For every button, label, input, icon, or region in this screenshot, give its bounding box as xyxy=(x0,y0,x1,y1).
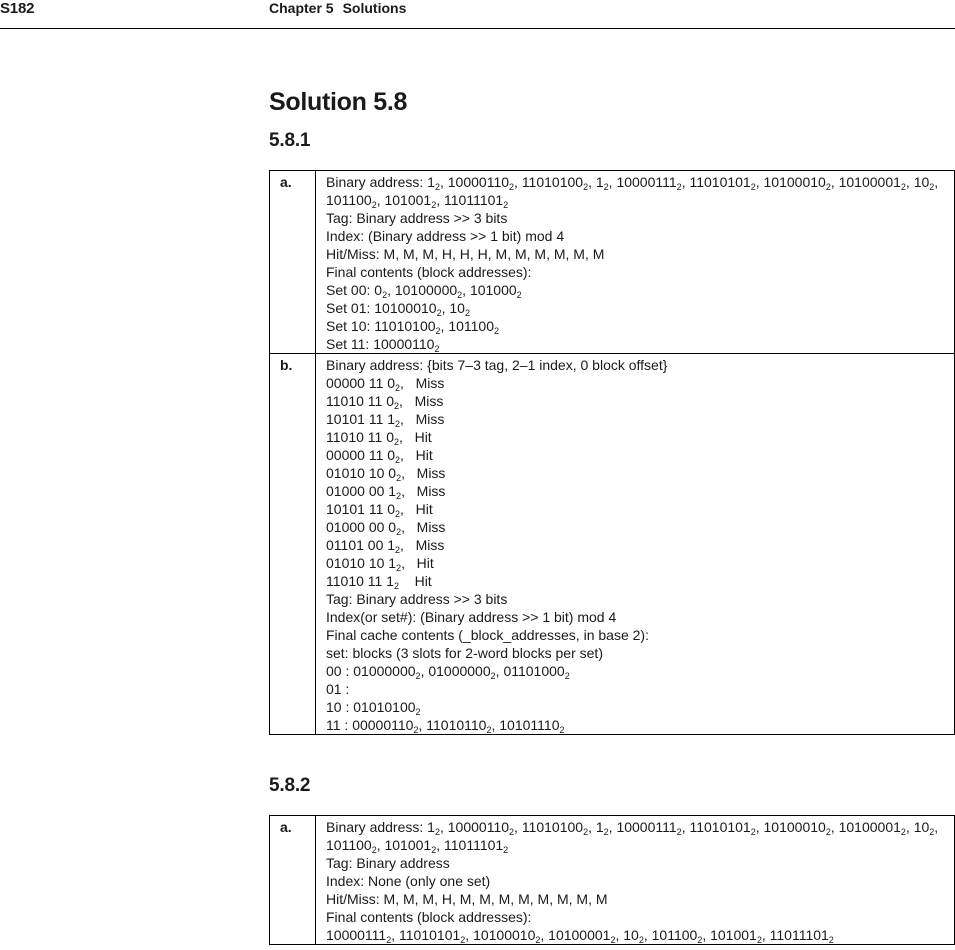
base-subscript: 2 xyxy=(638,935,644,945)
hit-miss-result: Miss xyxy=(415,537,445,553)
address-breakdown-row: 01010 10 $0_2$, Miss xyxy=(326,465,446,483)
binary-value: $101000_2$ xyxy=(469,282,522,300)
base-subscript: 2 xyxy=(371,845,377,855)
binary-value: 11010 11 $0_2$ xyxy=(326,393,400,411)
binary-address-list xyxy=(326,173,950,209)
row-label: b. xyxy=(270,354,316,735)
binary-value: $10100001_2$ xyxy=(838,174,906,192)
binary-address-prefix: Binary address: xyxy=(326,174,428,190)
binary-value: $101001_2$ xyxy=(384,837,437,855)
base-subscript: 2 xyxy=(395,383,401,393)
hit-miss-result: Miss xyxy=(416,519,446,535)
hit-miss-result: Miss xyxy=(416,483,446,499)
binary-value: $10100001_2$ xyxy=(838,819,906,837)
base-subscript: 2 xyxy=(395,419,401,429)
final-contents-line: Final contents (block addresses): xyxy=(326,264,532,280)
hit-miss-line: Hit/Miss: M, M, M, H, H, H, M, M, M, M, M, M xyxy=(326,246,605,262)
binary-value: 10101 11 $0_2$ xyxy=(326,501,401,519)
binary-address-prefix: Binary address: xyxy=(326,819,428,835)
binary-value: $11010100_2$ xyxy=(521,819,589,837)
address-breakdown-row: 11010 11 $0_2$, Hit xyxy=(326,429,432,447)
base-subscript: 2 xyxy=(509,182,515,192)
base-subscript: 2 xyxy=(756,935,762,945)
binary-value: $1_2$ xyxy=(595,819,609,837)
set-line xyxy=(326,716,950,734)
binary-value: $01000000_2$ xyxy=(353,663,421,681)
binary-value: 01000 00 $0_2$ xyxy=(326,519,402,537)
base-subscript: 2 xyxy=(396,527,402,537)
binary-value: $11010100_2$ xyxy=(521,174,589,192)
binary-value: 00000 11 $0_2$ xyxy=(326,447,401,465)
binary-address-list xyxy=(326,818,950,854)
base-subscript: 2 xyxy=(382,290,388,300)
base-subscript: 2 xyxy=(415,671,421,681)
set-values: $0_2$, $10100000_2$, $101000_2$ xyxy=(374,282,522,300)
address-breakdown-row: 01010 10 $1_2$, Hit xyxy=(326,555,434,573)
hit-miss-result: Miss xyxy=(416,465,446,481)
binary-value: $1_2$ xyxy=(427,819,440,837)
set-values xyxy=(373,336,439,352)
address-breakdown-row: 01000 00 $1_2$, Miss xyxy=(326,483,446,501)
address-breakdown-row: 00000 11 $0_2$, Hit xyxy=(326,447,433,465)
set-line xyxy=(326,680,950,698)
binary-value: $10000110_2$ xyxy=(447,174,515,192)
set-line xyxy=(326,317,950,335)
set-blocks-line: set: blocks (3 slots for 2-word blocks per set) xyxy=(326,645,603,661)
binary-value: $101100_2$ xyxy=(448,318,500,336)
hit-miss-result: Miss xyxy=(415,411,445,427)
table-row-a xyxy=(270,171,955,354)
address-breakdown-row: 10101 11 $1_2$, Miss xyxy=(326,411,445,429)
base-subscript: 2 xyxy=(583,827,589,837)
row-body xyxy=(316,354,955,735)
solution-table-5-8-1 xyxy=(269,170,955,735)
hit-miss-line: Hit/Miss: M, M, M, H, M, M, M, M, M, M, M, M xyxy=(326,891,608,907)
address-breakdown-row: 10101 11 $0_2$, Hit xyxy=(326,501,433,519)
base-subscript: 2 xyxy=(929,827,935,837)
row-label: a. xyxy=(270,816,316,945)
binary-value: $11011101_2$ xyxy=(769,927,834,945)
base-subscript: 2 xyxy=(828,935,834,945)
base-subscript: 2 xyxy=(415,707,421,717)
binary-value: $0_2$ xyxy=(374,282,388,300)
binary-value: $1_2$ xyxy=(427,174,440,192)
set-line xyxy=(326,299,950,317)
binary-value: $10000111_2$ xyxy=(326,927,392,945)
base-subscript: 2 xyxy=(676,182,682,192)
tag-line: Tag: Binary address >> 3 bits xyxy=(326,591,508,607)
base-subscript: 2 xyxy=(396,473,402,483)
base-subscript: 2 xyxy=(503,845,509,855)
index-line: Index: None (only one set) xyxy=(326,873,491,889)
binary-value: $10000110_2$ xyxy=(447,819,515,837)
base-subscript: 2 xyxy=(559,725,565,735)
binary-value: $101100_2$ xyxy=(326,192,377,210)
base-subscript: 2 xyxy=(610,935,616,945)
binary-value: $01101000_2$ xyxy=(503,663,570,681)
address-breakdown-row: 01101 00 $1_2$, Miss xyxy=(326,537,445,555)
base-subscript: 2 xyxy=(676,827,682,837)
binary-value: $10_2$ xyxy=(623,927,644,945)
set-label: 10 : xyxy=(326,699,354,715)
binary-value: 01010 10 $0_2$ xyxy=(326,465,402,483)
binary-value: 01010 10 $1_2$ xyxy=(326,555,402,573)
base-subscript: 2 xyxy=(460,935,466,945)
base-subscript: 2 xyxy=(900,182,906,192)
binary-value: $1_2$ xyxy=(595,174,609,192)
set-label: 11 : xyxy=(326,717,353,733)
base-subscript: 2 xyxy=(436,308,442,318)
base-subscript: 2 xyxy=(395,455,401,465)
binary-address-format-line: Binary address: {bits 7–3 tag, 2–1 index, 0 block offset} xyxy=(326,357,668,373)
binary-value: $10101110_2$ xyxy=(499,717,565,735)
page-number: S182 xyxy=(0,0,35,17)
set-line xyxy=(326,662,950,680)
base-subscript: 2 xyxy=(929,182,935,192)
binary-value: 01101 00 $1_2$ xyxy=(326,537,401,555)
subsection-heading-5-8-1: 5.8.1 xyxy=(269,130,311,151)
base-subscript: 2 xyxy=(394,581,400,591)
hit-miss-result: Miss xyxy=(414,393,444,409)
binary-value: $11011101_2$ xyxy=(444,192,509,210)
address-breakdown-row: 11010 11 $0_2$, Miss xyxy=(326,393,444,411)
set-line xyxy=(326,281,950,299)
base-subscript: 2 xyxy=(394,401,400,411)
set-label: Set 01: xyxy=(326,300,375,316)
binary-value: $10100010_2$ xyxy=(374,300,442,318)
set-values: $11010100_2$, $101100_2$ xyxy=(374,318,500,336)
final-contents-line: Final contents (block addresses): xyxy=(326,909,532,925)
binary-value: $11010101_2$ xyxy=(689,174,756,192)
tag-line: Tag: Binary address >> 3 bits xyxy=(326,210,508,226)
binary-value: $101100_2$ xyxy=(326,837,377,855)
binary-value: $10100010_2$ xyxy=(763,174,831,192)
hit-miss-result: Hit xyxy=(414,573,432,589)
binary-value: 00000 11 $0_2$ xyxy=(326,375,401,393)
base-subscript: 2 xyxy=(697,935,703,945)
binary-value: $10100010_2$ xyxy=(473,927,541,945)
hit-miss-result: Hit xyxy=(414,429,432,445)
set-label: Set 10: xyxy=(326,318,375,334)
tag-line: Tag: Binary address xyxy=(326,855,450,871)
base-subscript: 2 xyxy=(825,182,831,192)
binary-value: $10000111_2$ xyxy=(616,819,682,837)
base-subscript: 2 xyxy=(516,290,522,300)
base-subscript: 2 xyxy=(395,545,401,555)
base-subscript: 2 xyxy=(434,182,440,192)
row-body xyxy=(316,171,955,354)
set-values: $00000110_2$, $11010110_2$, $10101110_2$ xyxy=(352,717,565,735)
base-subscript: 2 xyxy=(394,437,400,447)
binary-address-values: $1_2$, $10000110_2$, $11010100_2$, $1_2$, $10000111_2$, $11010101_2$, $10100010_2$, $10100001_2$, $10_2$, $101100_2$, $101001_2$, $11011101_2$ xyxy=(326,174,939,210)
section-label: Solutions xyxy=(342,0,407,16)
binary-value: $10100010_2$ xyxy=(763,819,831,837)
binary-value: $11010101_2$ xyxy=(689,819,756,837)
row-body xyxy=(316,816,955,945)
address-breakdown-row xyxy=(326,572,950,590)
hit-miss-result: Miss xyxy=(415,375,445,391)
base-subscript: 2 xyxy=(431,845,437,855)
base-subscript: 2 xyxy=(900,827,906,837)
binary-value: $10100000_2$ xyxy=(394,282,463,300)
base-subscript: 2 xyxy=(413,725,419,735)
set-label: 01 : xyxy=(326,681,350,697)
base-subscript: 2 xyxy=(603,182,609,192)
address-breakdown-row: 01000 00 $0_2$, Miss xyxy=(326,519,446,537)
base-subscript: 2 xyxy=(435,326,441,336)
base-subscript: 2 xyxy=(396,491,402,501)
set-values: $01000000_2$, $01000000_2$, $01101000_2$ xyxy=(353,663,570,681)
set-line xyxy=(326,335,950,353)
base-subscript: 2 xyxy=(457,290,463,300)
binary-address-values: $1_2$, $10000110_2$, $11010100_2$, $1_2$, $10000111_2$, $11010101_2$, $10100010_2$, $10100001_2$, $10_2$, $101100_2$, $101001_2$, $11011101_2$ xyxy=(326,819,939,855)
base-subscript: 2 xyxy=(750,182,756,192)
set-values: $10100010_2$, $10_2$ xyxy=(374,300,470,318)
binary-value: 01000 00 $1_2$ xyxy=(326,483,402,501)
binary-value: $11010101_2$ xyxy=(399,927,466,945)
binary-value: $10100001_2$ xyxy=(548,927,616,945)
binary-value: $11011101_2$ xyxy=(444,837,509,855)
base-subscript: 2 xyxy=(535,935,541,945)
base-subscript: 2 xyxy=(396,563,402,573)
binary-value: 11010 11 $1_2$ xyxy=(326,573,400,591)
base-subscript: 2 xyxy=(486,725,492,735)
set-label: Set 11: xyxy=(326,336,374,352)
index-line: Index(or set#): (Binary address >> 1 bit) mod 4 xyxy=(326,609,617,625)
binary-value: $101001_2$ xyxy=(710,927,762,945)
hit-miss-result: Hit xyxy=(416,555,434,571)
base-subscript: 2 xyxy=(395,509,401,519)
set-label: Set 00: xyxy=(326,282,375,298)
binary-value: $101001_2$ xyxy=(384,192,437,210)
binary-value: $10_2$ xyxy=(449,300,470,318)
address-breakdown-list xyxy=(326,374,950,590)
base-subscript: 2 xyxy=(564,671,570,681)
binary-value: $101100_2$ xyxy=(651,927,703,945)
binary-value: $10000111_2$ xyxy=(616,174,682,192)
table-row-b xyxy=(270,354,955,735)
base-subscript: 2 xyxy=(509,827,515,837)
binary-value: $00000110_2$ xyxy=(352,717,419,735)
set-values xyxy=(353,699,420,715)
base-subscript: 2 xyxy=(434,827,440,837)
base-subscript: 2 xyxy=(583,182,589,192)
base-subscript: 2 xyxy=(431,200,437,210)
chapter-heading xyxy=(269,0,406,16)
binary-value: $11010110_2$ xyxy=(426,717,492,735)
final-contents-values: $10000111_2$, $11010101_2$, $10100010_2$, $10100001_2$, $10_2$, $101100_2$, $101001_2$, $11011101_2$ xyxy=(326,927,834,945)
binary-value: $10_2$ xyxy=(913,819,935,837)
set-line xyxy=(326,698,950,716)
base-subscript: 2 xyxy=(603,827,609,837)
base-subscript: 2 xyxy=(386,935,392,945)
binary-value: 10101 11 $1_2$ xyxy=(326,411,401,429)
base-subscript: 2 xyxy=(503,200,509,210)
base-subscript: 2 xyxy=(371,200,377,210)
solution-title: Solution 5.8 xyxy=(269,88,408,116)
set-label: 00 : xyxy=(326,663,354,679)
hit-miss-result: Hit xyxy=(415,447,433,463)
address-breakdown-row: 00000 11 $0_2$, Miss xyxy=(326,375,445,393)
index-line: Index: (Binary address >> 1 bit) mod 4 xyxy=(326,228,565,244)
binary-value: $10_2$ xyxy=(913,174,935,192)
binary-value: $01000000_2$ xyxy=(428,663,496,681)
base-subscript: 2 xyxy=(750,827,756,837)
base-subscript: 2 xyxy=(464,308,470,318)
binary-value: 11010 11 $0_2$ xyxy=(326,429,400,447)
base-subscript: 2 xyxy=(494,326,500,336)
subsection-heading-5-8-2: 5.8.2 xyxy=(269,775,311,796)
base-subscript: 2 xyxy=(434,344,440,354)
final-contents-line: Final cache contents (_block_addresses, in base 2): xyxy=(326,627,649,643)
row-label: a. xyxy=(270,171,316,354)
base-subscript: 2 xyxy=(490,671,496,681)
base-subscript: 2 xyxy=(825,827,831,837)
hit-miss-result: Hit xyxy=(415,501,433,517)
table-row-a xyxy=(270,816,955,945)
binary-value: $11010100_2$ xyxy=(374,318,441,336)
binary-value: $10000110_2$ xyxy=(373,336,440,354)
solution-table-5-8-2 xyxy=(269,815,955,945)
chapter-label: Chapter 5 xyxy=(269,0,334,16)
running-header xyxy=(0,0,955,29)
binary-value: $01010100_2$ xyxy=(353,699,421,717)
